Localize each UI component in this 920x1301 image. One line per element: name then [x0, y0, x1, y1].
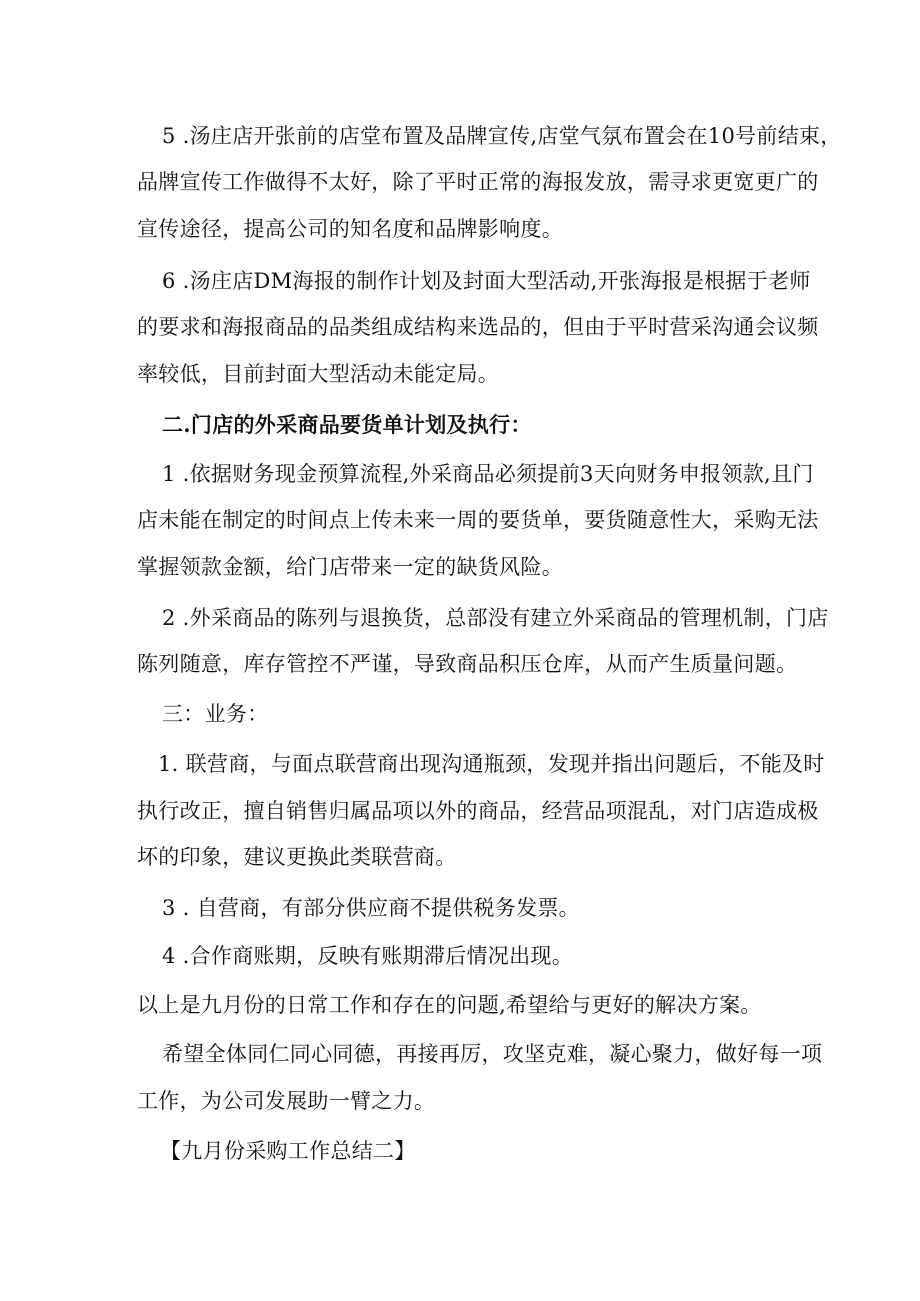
- paragraph-1-line-1: 1 .依据财务现金预算流程,外采商品必须提前3天向财务申报领款,且门: [162, 462, 814, 486]
- paragraph-1-line-3: 掌握领款金额，给门店带来一定的缺货风险。: [137, 555, 563, 579]
- paragraph-6-line-1: 6 .汤庄店DM海报的制作计划及封面大型活动,开张海报是根据于老师: [162, 269, 811, 293]
- paragraph-5-line-3: 宣传途径，提高公司的知名度和品牌影响度。: [137, 217, 563, 241]
- paragraph-5-line-2: 品牌宣传工作做得不太好，除了平时正常的海报发放，需寻求更宽更广的: [137, 170, 819, 194]
- paragraph-1-line-2: 店未能在制定的时间点上传未来一周的要货单，要货随意性大，采购无法: [137, 508, 819, 532]
- next-section-title: 【九月份采购工作总结二】: [160, 1139, 416, 1163]
- business-item-1-line-2: 执行改正，擅自销售归属品项以外的商品，经营品项混乱，对门店造成极: [137, 799, 819, 823]
- summary-line: 以上是九月份的日常工作和存在的问题,希望给与更好的解决方案。: [137, 993, 762, 1017]
- paragraph-6-line-2: 的要求和海报商品的品类组成结构来选品的，但由于平时营采沟通会议频: [137, 315, 819, 339]
- paragraph-5-line-1: 5 .汤庄店开张前的店堂布置及品牌宣传,店堂气氛布置会在10号前结束，: [162, 124, 842, 148]
- business-item-4: 4 .合作商账期，反映有账期滞后情况出现。: [162, 944, 574, 968]
- section-heading-2: 二.门店的外采商品要货单计划及执行：: [162, 412, 532, 437]
- paragraph-2-line-2: 陈列随意，库存管控不严谨，导致商品积压仓库，从而产生质量问题。: [137, 652, 798, 676]
- closing-line-2: 工作，为公司发展助一臂之力。: [137, 1089, 436, 1113]
- business-item-3: 3 . 自营商，有部分供应商不提供税务发票。: [162, 896, 580, 920]
- paragraph-6-line-3: 率较低，目前封面大型活动未能定局。: [137, 362, 500, 386]
- business-item-1-line-1: 1. 联营商，与面点联营商出现沟通瓶颈，发现并指出问题后，不能及时: [158, 752, 825, 776]
- business-item-1-line-3: 坏的印象，建议更换此类联营商。: [137, 845, 457, 869]
- section-heading-3: 三：业务：: [162, 702, 269, 726]
- paragraph-2-line-1: 2 .外采商品的陈列与退换货，总部没有建立外采商品的管理机制，门店: [162, 606, 829, 630]
- closing-line-1: 希望全体同仁同心同德，再接再厉，攻坚克难，凝心聚力，做好每一项: [162, 1042, 823, 1066]
